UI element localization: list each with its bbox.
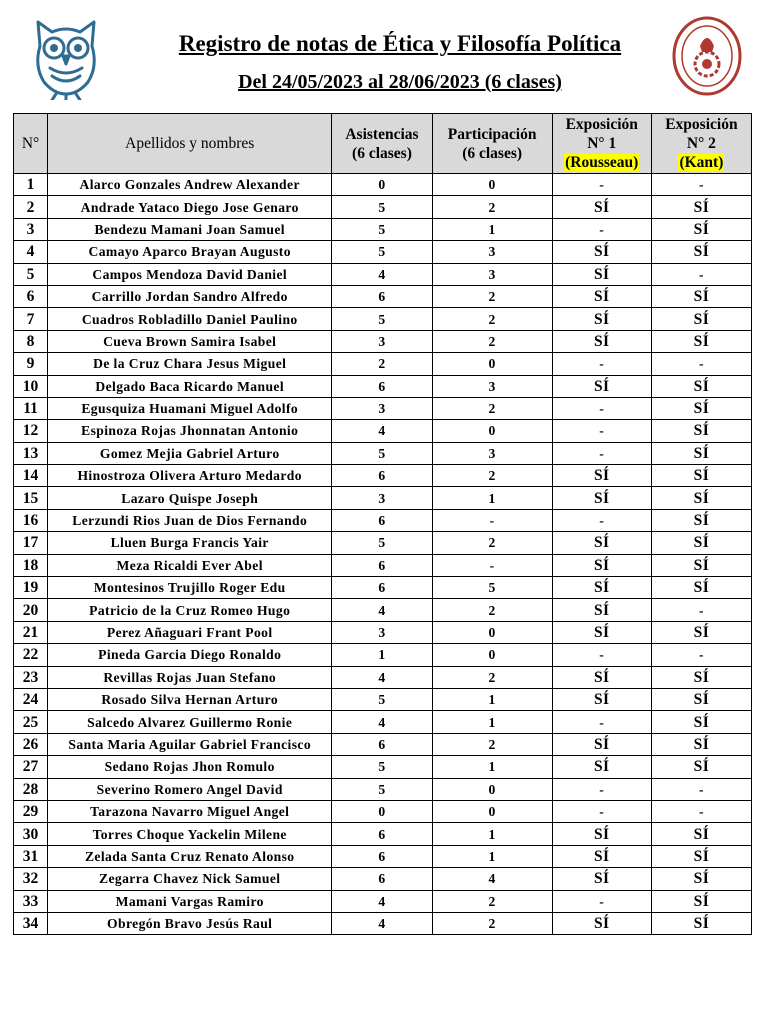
cell-attendance: 4 <box>332 890 432 912</box>
cell-number: 28 <box>14 778 48 800</box>
cell-number: 16 <box>14 509 48 531</box>
table-body <box>14 174 752 935</box>
cell-exposition-2: SÍ <box>651 912 751 934</box>
cell-student-name: Bendezu Mamani Joan Samuel <box>48 218 332 240</box>
table-row <box>14 465 752 487</box>
cell-student-name: Perez Añaguari Frant Pool <box>48 621 332 643</box>
header-exp1-line2: N° 1 <box>587 135 617 152</box>
grades-table <box>13 113 752 935</box>
cell-number: 2 <box>14 196 48 218</box>
cell-exposition-1: SÍ <box>552 330 651 352</box>
cell-participation: 5 <box>432 577 552 599</box>
cell-student-name: Meza Ricaldi Ever Abel <box>48 554 332 576</box>
header-exp2-author: (Kant) <box>679 154 724 171</box>
header-exposition-1 <box>552 114 651 174</box>
table-row <box>14 778 752 800</box>
cell-exposition-2: SÍ <box>651 890 751 912</box>
cell-exposition-2: SÍ <box>651 375 751 397</box>
cell-participation: 1 <box>432 711 552 733</box>
cell-attendance: 5 <box>332 241 432 263</box>
cell-number: 26 <box>14 733 48 755</box>
cell-attendance: 6 <box>332 465 432 487</box>
cell-exposition-2: - <box>651 353 751 375</box>
cell-exposition-1: SÍ <box>552 845 651 867</box>
cell-exposition-2: - <box>651 174 751 196</box>
cell-attendance: 3 <box>332 330 432 352</box>
header-exp1-author: (Rousseau) <box>565 154 639 171</box>
table-row <box>14 823 752 845</box>
cell-participation: 3 <box>432 241 552 263</box>
cell-exposition-1: - <box>552 890 651 912</box>
table-row <box>14 666 752 688</box>
cell-participation: 1 <box>432 218 552 240</box>
cell-student-name: Santa Maria Aguilar Gabriel Francisco <box>48 733 332 755</box>
cell-number: 15 <box>14 487 48 509</box>
table-row <box>14 174 752 196</box>
cell-student-name: Patricio de la Cruz Romeo Hugo <box>48 599 332 621</box>
table-row <box>14 711 752 733</box>
header-participation-line2: (6 clases) <box>462 144 523 162</box>
cell-participation: - <box>432 509 552 531</box>
table-row <box>14 196 752 218</box>
table-row <box>14 599 752 621</box>
cell-number: 14 <box>14 465 48 487</box>
header-exp2-line1: Exposición <box>665 116 738 133</box>
header-participation-line1: Participación <box>447 125 537 143</box>
table-row <box>14 420 752 442</box>
cell-exposition-1: - <box>552 509 651 531</box>
cell-student-name: Salcedo Alvarez Guillermo Ronie <box>48 711 332 733</box>
cell-exposition-2: SÍ <box>651 577 751 599</box>
cell-student-name: Cueva Brown Samira Isabel <box>48 330 332 352</box>
cell-student-name: Mamani Vargas Ramiro <box>48 890 332 912</box>
cell-exposition-1: SÍ <box>552 375 651 397</box>
cell-number: 7 <box>14 308 48 330</box>
table-row <box>14 241 752 263</box>
cell-exposition-2: SÍ <box>651 823 751 845</box>
cell-attendance: 6 <box>332 577 432 599</box>
cell-exposition-2: SÍ <box>651 330 751 352</box>
cell-exposition-1: - <box>552 353 651 375</box>
cell-number: 19 <box>14 577 48 599</box>
cell-student-name: Carrillo Jordan Sandro Alfredo <box>48 285 332 307</box>
cell-number: 9 <box>14 353 48 375</box>
cell-participation: 2 <box>432 285 552 307</box>
cell-participation: 2 <box>432 912 552 934</box>
cell-exposition-1: SÍ <box>552 733 651 755</box>
cell-exposition-2: SÍ <box>651 868 751 890</box>
cell-attendance: 5 <box>332 442 432 464</box>
cell-student-name: Torres Choque Yackelin Milene <box>48 823 332 845</box>
cell-number: 34 <box>14 912 48 934</box>
table-row <box>14 285 752 307</box>
header-exp1-line1: Exposición <box>565 116 638 133</box>
header-name: Apellidos y nombres <box>48 114 332 174</box>
cell-participation: 2 <box>432 308 552 330</box>
cell-attendance: 6 <box>332 285 432 307</box>
cell-exposition-2: SÍ <box>651 756 751 778</box>
cell-attendance: 5 <box>332 218 432 240</box>
table-row <box>14 218 752 240</box>
cell-exposition-1: SÍ <box>552 196 651 218</box>
cell-exposition-2: - <box>651 778 751 800</box>
cell-attendance: 3 <box>332 487 432 509</box>
table-row <box>14 868 752 890</box>
cell-attendance: 2 <box>332 353 432 375</box>
table-row <box>14 577 752 599</box>
cell-number: 8 <box>14 330 48 352</box>
cell-attendance: 6 <box>332 845 432 867</box>
cell-exposition-2: SÍ <box>651 308 751 330</box>
header-number: N° <box>14 114 48 174</box>
cell-participation: 4 <box>432 868 552 890</box>
table-row <box>14 330 752 352</box>
table-row <box>14 375 752 397</box>
cell-participation: 3 <box>432 442 552 464</box>
cell-attendance: 4 <box>332 666 432 688</box>
cell-number: 32 <box>14 868 48 890</box>
cell-student-name: Andrade Yataco Diego Jose Genaro <box>48 196 332 218</box>
cell-number: 27 <box>14 756 48 778</box>
cell-exposition-2: - <box>651 644 751 666</box>
cell-student-name: Gomez Mejia Gabriel Arturo <box>48 442 332 464</box>
cell-number: 11 <box>14 397 48 419</box>
cell-student-name: Pineda Garcia Diego Ronaldo <box>48 644 332 666</box>
cell-attendance: 5 <box>332 756 432 778</box>
cell-participation: 2 <box>432 330 552 352</box>
cell-attendance: 3 <box>332 397 432 419</box>
cell-participation: 1 <box>432 845 552 867</box>
cell-exposition-1: - <box>552 420 651 442</box>
cell-number: 1 <box>14 174 48 196</box>
cell-number: 4 <box>14 241 48 263</box>
cell-exposition-1: - <box>552 397 651 419</box>
cell-exposition-1: - <box>552 778 651 800</box>
cell-participation: 2 <box>432 666 552 688</box>
cell-participation: 2 <box>432 599 552 621</box>
cell-attendance: 6 <box>332 375 432 397</box>
cell-exposition-2: SÍ <box>651 465 751 487</box>
cell-attendance: 1 <box>332 644 432 666</box>
cell-participation: 2 <box>432 397 552 419</box>
cell-attendance: 6 <box>332 823 432 845</box>
cell-exposition-1: SÍ <box>552 688 651 710</box>
cell-participation: 0 <box>432 174 552 196</box>
cell-attendance: 4 <box>332 912 432 934</box>
table-row <box>14 509 752 531</box>
header-exp2-line2: N° 2 <box>686 135 716 152</box>
cell-exposition-2: SÍ <box>651 845 751 867</box>
cell-participation: 0 <box>432 621 552 643</box>
cell-number: 21 <box>14 621 48 643</box>
cell-participation: 2 <box>432 532 552 554</box>
cell-exposition-1: SÍ <box>552 308 651 330</box>
header-exposition-2 <box>651 114 751 174</box>
cell-exposition-2: SÍ <box>651 621 751 643</box>
page-title: Registro de notas de Ética y Filosofía Política <box>178 31 622 56</box>
cell-exposition-1: - <box>552 218 651 240</box>
cell-number: 5 <box>14 263 48 285</box>
cell-exposition-2: SÍ <box>651 442 751 464</box>
cell-number: 12 <box>14 420 48 442</box>
cell-attendance: 5 <box>332 778 432 800</box>
table-row <box>14 442 752 464</box>
date-range-subtitle: Del 24/05/2023 al 28/06/2023 (6 clases) <box>238 71 562 93</box>
cell-participation: 0 <box>432 778 552 800</box>
cell-number: 6 <box>14 285 48 307</box>
cell-exposition-1: SÍ <box>552 912 651 934</box>
cell-participation: - <box>432 554 552 576</box>
cell-attendance: 4 <box>332 711 432 733</box>
cell-exposition-1: SÍ <box>552 823 651 845</box>
cell-student-name: Rosado Silva Hernan Arturo <box>48 688 332 710</box>
cell-exposition-1: SÍ <box>552 666 651 688</box>
cell-exposition-2: SÍ <box>651 218 751 240</box>
cell-number: 24 <box>14 688 48 710</box>
cell-exposition-1: SÍ <box>552 532 651 554</box>
cell-student-name: Espinoza Rojas Jhonnatan Antonio <box>48 420 332 442</box>
owl-logo-icon <box>30 16 102 100</box>
cell-exposition-1: - <box>552 644 651 666</box>
cell-student-name: Revillas Rojas Juan Stefano <box>48 666 332 688</box>
cell-participation: 0 <box>432 644 552 666</box>
cell-participation: 0 <box>432 800 552 822</box>
cell-exposition-2: SÍ <box>651 487 751 509</box>
cell-participation: 1 <box>432 823 552 845</box>
cell-exposition-1: SÍ <box>552 756 651 778</box>
table-row <box>14 890 752 912</box>
cell-number: 23 <box>14 666 48 688</box>
header-attendance-line2: (6 clases) <box>352 144 412 162</box>
cell-number: 22 <box>14 644 48 666</box>
cell-exposition-1: SÍ <box>552 554 651 576</box>
table-row <box>14 353 752 375</box>
cell-exposition-2: - <box>651 599 751 621</box>
table-row <box>14 554 752 576</box>
cell-participation: 0 <box>432 353 552 375</box>
cell-attendance: 6 <box>332 509 432 531</box>
cell-attendance: 6 <box>332 868 432 890</box>
cell-exposition-2: SÍ <box>651 688 751 710</box>
cell-exposition-2: SÍ <box>651 711 751 733</box>
cell-attendance: 0 <box>332 174 432 196</box>
cell-student-name: Sedano Rojas Jhon Romulo <box>48 756 332 778</box>
table-header-row <box>14 114 752 174</box>
cell-student-name: Campos Mendoza David Daniel <box>48 263 332 285</box>
table-row <box>14 644 752 666</box>
header-attendance <box>332 114 432 174</box>
cell-student-name: Severino Romero Angel David <box>48 778 332 800</box>
cell-student-name: Delgado Baca Ricardo Manuel <box>48 375 332 397</box>
cell-student-name: Lluen Burga Francis Yair <box>48 532 332 554</box>
cell-student-name: Cuadros Robladillo Daniel Paulino <box>48 308 332 330</box>
cell-participation: 3 <box>432 375 552 397</box>
cell-participation: 0 <box>432 420 552 442</box>
cell-number: 18 <box>14 554 48 576</box>
cell-number: 3 <box>14 218 48 240</box>
cell-exposition-2: SÍ <box>651 532 751 554</box>
table-row <box>14 800 752 822</box>
cell-exposition-1: - <box>552 174 651 196</box>
cell-participation: 2 <box>432 733 552 755</box>
cell-number: 17 <box>14 532 48 554</box>
table-row <box>14 263 752 285</box>
cell-participation: 1 <box>432 756 552 778</box>
cell-student-name: Camayo Aparco Brayan Augusto <box>48 241 332 263</box>
table-row <box>14 733 752 755</box>
cell-exposition-1: SÍ <box>552 263 651 285</box>
cell-exposition-1: - <box>552 800 651 822</box>
cell-exposition-2: SÍ <box>651 420 751 442</box>
cell-attendance: 5 <box>332 308 432 330</box>
cell-exposition-1: SÍ <box>552 487 651 509</box>
cell-student-name: Montesinos Trujillo Roger Edu <box>48 577 332 599</box>
cell-exposition-2: SÍ <box>651 554 751 576</box>
cell-exposition-1: SÍ <box>552 868 651 890</box>
cell-student-name: Tarazona Navarro Miguel Angel <box>48 800 332 822</box>
cell-attendance: 6 <box>332 554 432 576</box>
cell-number: 33 <box>14 890 48 912</box>
cell-attendance: 5 <box>332 688 432 710</box>
cell-participation: 2 <box>432 465 552 487</box>
table-row <box>14 688 752 710</box>
table-row <box>14 621 752 643</box>
cell-participation: 2 <box>432 890 552 912</box>
header-attendance-line1: Asistencias <box>345 125 419 143</box>
cell-exposition-1: SÍ <box>552 285 651 307</box>
cell-student-name: Alarco Gonzales Andrew Alexander <box>48 174 332 196</box>
cell-attendance: 4 <box>332 263 432 285</box>
cell-exposition-1: - <box>552 442 651 464</box>
cell-exposition-2: SÍ <box>651 733 751 755</box>
cell-number: 20 <box>14 599 48 621</box>
cell-number: 13 <box>14 442 48 464</box>
cell-student-name: Egusquiza Huamani Miguel Adolfo <box>48 397 332 419</box>
cell-exposition-1: SÍ <box>552 465 651 487</box>
cell-participation: 3 <box>432 263 552 285</box>
cell-exposition-2: SÍ <box>651 397 751 419</box>
cell-exposition-1: SÍ <box>552 577 651 599</box>
table-row <box>14 487 752 509</box>
cell-number: 25 <box>14 711 48 733</box>
cell-student-name: Lerzundi Rios Juan de Dios Fernando <box>48 509 332 531</box>
table-row <box>14 308 752 330</box>
cell-attendance: 4 <box>332 420 432 442</box>
cell-attendance: 5 <box>332 532 432 554</box>
cell-participation: 1 <box>432 487 552 509</box>
cell-exposition-2: - <box>651 800 751 822</box>
cell-student-name: Zegarra Chavez Nick Samuel <box>48 868 332 890</box>
cell-number: 30 <box>14 823 48 845</box>
cell-exposition-2: SÍ <box>651 241 751 263</box>
cell-exposition-2: SÍ <box>651 196 751 218</box>
table-row <box>14 756 752 778</box>
cell-exposition-2: SÍ <box>651 285 751 307</box>
cell-student-name: Lazaro Quispe Joseph <box>48 487 332 509</box>
cell-attendance: 5 <box>332 196 432 218</box>
cell-student-name: Zelada Santa Cruz Renato Alonso <box>48 845 332 867</box>
cell-exposition-1: SÍ <box>552 621 651 643</box>
table-row <box>14 845 752 867</box>
cell-exposition-2: SÍ <box>651 509 751 531</box>
cell-attendance: 4 <box>332 599 432 621</box>
cell-student-name: Obregón Bravo Jesús Raul <box>48 912 332 934</box>
cell-number: 31 <box>14 845 48 867</box>
cell-exposition-2: - <box>651 263 751 285</box>
table-row <box>14 532 752 554</box>
header-participation <box>432 114 552 174</box>
cell-exposition-2: SÍ <box>651 666 751 688</box>
cell-participation: 2 <box>432 196 552 218</box>
cell-number: 29 <box>14 800 48 822</box>
cell-attendance: 3 <box>332 621 432 643</box>
cell-attendance: 6 <box>332 733 432 755</box>
cell-attendance: 0 <box>332 800 432 822</box>
table-row <box>14 397 752 419</box>
cell-exposition-1: SÍ <box>552 241 651 263</box>
cell-exposition-1: - <box>552 711 651 733</box>
table-row <box>14 912 752 934</box>
cell-student-name: De la Cruz Chara Jesus Miguel <box>48 353 332 375</box>
cell-number: 10 <box>14 375 48 397</box>
cell-student-name: Hinostroza Olivera Arturo Medardo <box>48 465 332 487</box>
cell-participation: 1 <box>432 688 552 710</box>
cell-exposition-1: SÍ <box>552 599 651 621</box>
